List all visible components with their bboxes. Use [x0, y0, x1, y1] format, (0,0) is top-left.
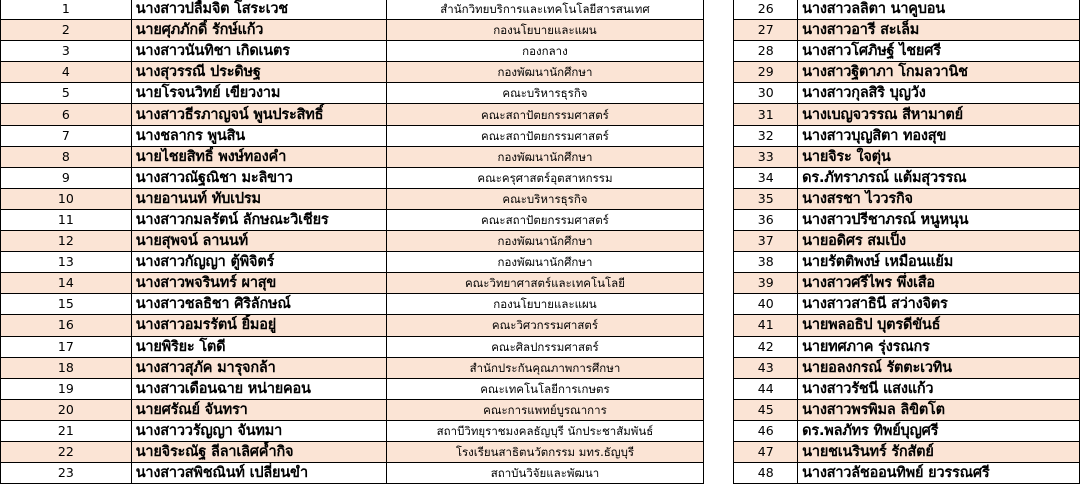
row-number: 10 [1, 188, 132, 209]
person-name-right: นายชเนรินทร์ รักสัตย์ [798, 441, 1080, 462]
table-row [1, 209, 1080, 230]
person-name: นางสาวธีรภาญจน์ พูนประสิทธิ์ [131, 104, 386, 125]
person-name-right: นางสาวลัชออนทิพย์ ยวรรณศรี [798, 463, 1080, 484]
person-name-right: ดร.พลภัทร ทิพย์บุญศรี [798, 420, 1080, 441]
department: คณะบริหารธุรกิจ [386, 83, 704, 104]
department: สถาบันวิจัยและพัฒนา [386, 463, 704, 484]
person-name-right: นายจิระ ใจตุ่น [798, 146, 1080, 167]
person-name: นางสาวปลื้มจิต โสระเวช [131, 0, 386, 20]
row-number: 18 [1, 357, 132, 378]
spacer [704, 167, 734, 188]
row-number-right: 34 [734, 167, 798, 188]
row-number: 9 [1, 167, 132, 188]
person-name-right: นางสาวลลิตา นาคูบอน [798, 0, 1080, 20]
person-name-right: นางสาวฐิตาภา โกมลวานิช [798, 62, 1080, 83]
department: กองพัฒนานักศึกษา [386, 146, 704, 167]
department: กองนโยบายและแผน [386, 294, 704, 315]
table-row [1, 315, 1080, 336]
spacer [704, 209, 734, 230]
department: คณะศิลปกรรมศาสตร์ [386, 336, 704, 357]
row-number-right: 32 [734, 125, 798, 146]
department: คณะวิทยาศาสตร์และเทคโนโลยี [386, 273, 704, 294]
spacer [704, 273, 734, 294]
department: กองพัฒนานักศึกษา [386, 62, 704, 83]
person-name-right: นายทศภาค รุ่งรณกร [798, 336, 1080, 357]
table-row [1, 62, 1080, 83]
row-number: 13 [1, 252, 132, 273]
spacer [704, 231, 734, 252]
department: คณะสถาปัตยกรรมศาสตร์ [386, 125, 704, 146]
table-row [1, 378, 1080, 399]
row-number-right: 30 [734, 83, 798, 104]
person-name-right: นางสาวโศภิษฐ์ ไชยศรี [798, 41, 1080, 62]
department: สำนักประกันคุณภาพการศึกษา [386, 357, 704, 378]
row-number: 17 [1, 336, 132, 357]
department: กองนโยบายและแผน [386, 20, 704, 41]
department: คณะการแพทย์บูรณาการ [386, 399, 704, 420]
person-name-right: นางสาวศรีไพร พึ่งเสือ [798, 273, 1080, 294]
person-name: นายพิริยะ โตดี [131, 336, 386, 357]
row-number: 1 [1, 0, 132, 20]
row-number: 2 [1, 20, 132, 41]
spacer [704, 315, 734, 336]
table-row [1, 125, 1080, 146]
department: สถาบีวิทยุราชมงคลธัญบุรี นักประชาสัมพันธ์ [386, 420, 704, 441]
person-name: นายอานนท์ ทับเปรม [131, 188, 386, 209]
person-name-right: นางเบญจวรรณ สีหามาตย์ [798, 104, 1080, 125]
row-number-right: 42 [734, 336, 798, 357]
row-number: 22 [1, 441, 132, 462]
spacer [704, 378, 734, 399]
department: คณะครุศาสตร์อุตสาหกรรม [386, 167, 704, 188]
row-number: 12 [1, 231, 132, 252]
row-number: 7 [1, 125, 132, 146]
person-name: นายโรจนวิทย์ เขียวงาม [131, 83, 386, 104]
person-name-right: นางสาวอารี สะเล็ม [798, 20, 1080, 41]
row-number-right: 39 [734, 273, 798, 294]
spacer [704, 463, 734, 484]
person-name: นายจิระณัฐ ลีลาเลิศค้ำกิจ [131, 441, 386, 462]
person-name: นายศรัณย์ จันทรา [131, 399, 386, 420]
table-row [1, 294, 1080, 315]
spacer [704, 20, 734, 41]
department: คณะสถาปัตยกรรมศาสตร์ [386, 104, 704, 125]
spacer [704, 420, 734, 441]
row-number-right: 31 [734, 104, 798, 125]
person-name-right: นายรัตติพงษ์ เหมือนแย้ม [798, 252, 1080, 273]
spacer [704, 441, 734, 462]
department: คณะสถาปัตยกรรมศาสตร์ [386, 209, 704, 230]
person-name: นางสาวกมลรัตน์ ลักษณะวิเชียร [131, 209, 386, 230]
person-name-right: นางสาวบุญสิตา ทองสุข [798, 125, 1080, 146]
table-row [1, 252, 1080, 273]
row-number-right: 47 [734, 441, 798, 462]
person-name: นางสาวกัญญา ตู้พิจิตร์ [131, 252, 386, 273]
table-row [1, 41, 1080, 62]
row-number-right: 45 [734, 399, 798, 420]
person-name: นางสาวสุภัค มารุจกล้า [131, 357, 386, 378]
table-row [1, 167, 1080, 188]
spacer [704, 188, 734, 209]
department: คณะวิศวกรรมศาสตร์ [386, 315, 704, 336]
table-row [1, 20, 1080, 41]
row-number-right: 33 [734, 146, 798, 167]
row-number-right: 26 [734, 0, 798, 20]
table-row [1, 0, 1080, 20]
table-row [1, 441, 1080, 462]
spacer [704, 252, 734, 273]
person-name: นางชลากร พูนสิน [131, 125, 386, 146]
person-name-right: ดร.ภัทราภรณ์ แต้มสุวรรณ [798, 167, 1080, 188]
row-number: 8 [1, 146, 132, 167]
table-row [1, 231, 1080, 252]
row-number: 21 [1, 420, 132, 441]
row-number-right: 40 [734, 294, 798, 315]
department: กองกลาง [386, 41, 704, 62]
row-number-right: 28 [734, 41, 798, 62]
person-name: นางสาวเดือนฉาย หน่ายคอน [131, 378, 386, 399]
table-row [1, 188, 1080, 209]
person-name: นางสุวรรณี ประดิษฐ [131, 62, 386, 83]
spacer [704, 0, 734, 20]
spacer [704, 357, 734, 378]
row-number: 20 [1, 399, 132, 420]
person-name-right: นางสาวกุลสิริ บุญวัง [798, 83, 1080, 104]
person-name: นางสาววรัญญา จันทมา [131, 420, 386, 441]
table-row [1, 83, 1080, 104]
person-name: นางสาวสพิชณินท์ เปลี่ยนขำ [131, 463, 386, 484]
department: กองพัฒนานักศึกษา [386, 252, 704, 273]
spacer [704, 104, 734, 125]
person-name: นายสุพจน์ ลานนท์ [131, 231, 386, 252]
person-name-right: นางสาวปรีชาภรณ์ หนูหนุน [798, 209, 1080, 230]
person-name: นายไชยสิทธิ์ พงษ์ทองคำ [131, 146, 386, 167]
row-number-right: 35 [734, 188, 798, 209]
department: คณะบริหารธุรกิจ [386, 188, 704, 209]
row-number-right: 46 [734, 420, 798, 441]
table-body [1, 0, 1080, 484]
row-number: 14 [1, 273, 132, 294]
row-number: 16 [1, 315, 132, 336]
person-name-right: นายอดิศร สมเป็ง [798, 231, 1080, 252]
person-name-right: นางสาวพรพิมล ลิขิตโต [798, 399, 1080, 420]
spacer [704, 125, 734, 146]
table-row [1, 104, 1080, 125]
row-number: 11 [1, 209, 132, 230]
department: คณะเทคโนโลยีการเกษตร [386, 378, 704, 399]
row-number: 6 [1, 104, 132, 125]
person-name-right: นายอลงกรณ์ รัตตะเวทิน [798, 357, 1080, 378]
person-name: นางสาวอมรรัตน์ ยิ้มอยู่ [131, 315, 386, 336]
row-number: 5 [1, 83, 132, 104]
row-number-right: 29 [734, 62, 798, 83]
row-number-right: 48 [734, 463, 798, 484]
row-number: 3 [1, 41, 132, 62]
table-row [1, 336, 1080, 357]
table-row [1, 399, 1080, 420]
table-row [1, 273, 1080, 294]
person-name-right: นางสาวสาธินี สว่างจิตร [798, 294, 1080, 315]
table-row [1, 420, 1080, 441]
row-number-right: 41 [734, 315, 798, 336]
row-number-right: 37 [734, 231, 798, 252]
spacer [704, 83, 734, 104]
person-name: นางสาวณัฐณิชา มะลิขาว [131, 167, 386, 188]
spacer [704, 62, 734, 83]
row-number-right: 38 [734, 252, 798, 273]
row-number: 4 [1, 62, 132, 83]
row-number-right: 27 [734, 20, 798, 41]
spacer [704, 294, 734, 315]
row-number-right: 43 [734, 357, 798, 378]
department: กองพัฒนานักศึกษา [386, 231, 704, 252]
person-name-right: นายพลอธิป บุตรดีขันธ์ [798, 315, 1080, 336]
table-row [1, 357, 1080, 378]
row-number: 23 [1, 463, 132, 484]
person-name: นางสาวนันทิชา เกิดเนตร [131, 41, 386, 62]
row-number-right: 44 [734, 378, 798, 399]
person-name-right: นางสาวรัชนี แสงแก้ว [798, 378, 1080, 399]
row-number-right: 36 [734, 209, 798, 230]
table-row [1, 463, 1080, 484]
person-name-right: นางสรชา ไววรกิจ [798, 188, 1080, 209]
person-name: นายศุภภักดิ์ รักษ์แก้ว [131, 20, 386, 41]
table-row [1, 146, 1080, 167]
department: สำนักวิทยบริการและเทคโนโลยีสารสนเทศ [386, 0, 704, 20]
row-number: 15 [1, 294, 132, 315]
department: โรงเรียนสาธิตนวัตกรรม มทร.ธัญบุรี [386, 441, 704, 462]
spacer [704, 146, 734, 167]
spacer [704, 336, 734, 357]
spacer [704, 41, 734, 62]
person-name: นางสาวชลธิชา ศิริลักษณ์ [131, 294, 386, 315]
spacer [704, 399, 734, 420]
person-name: นางสาวพจรินทร์ ผาสุข [131, 273, 386, 294]
row-number: 19 [1, 378, 132, 399]
